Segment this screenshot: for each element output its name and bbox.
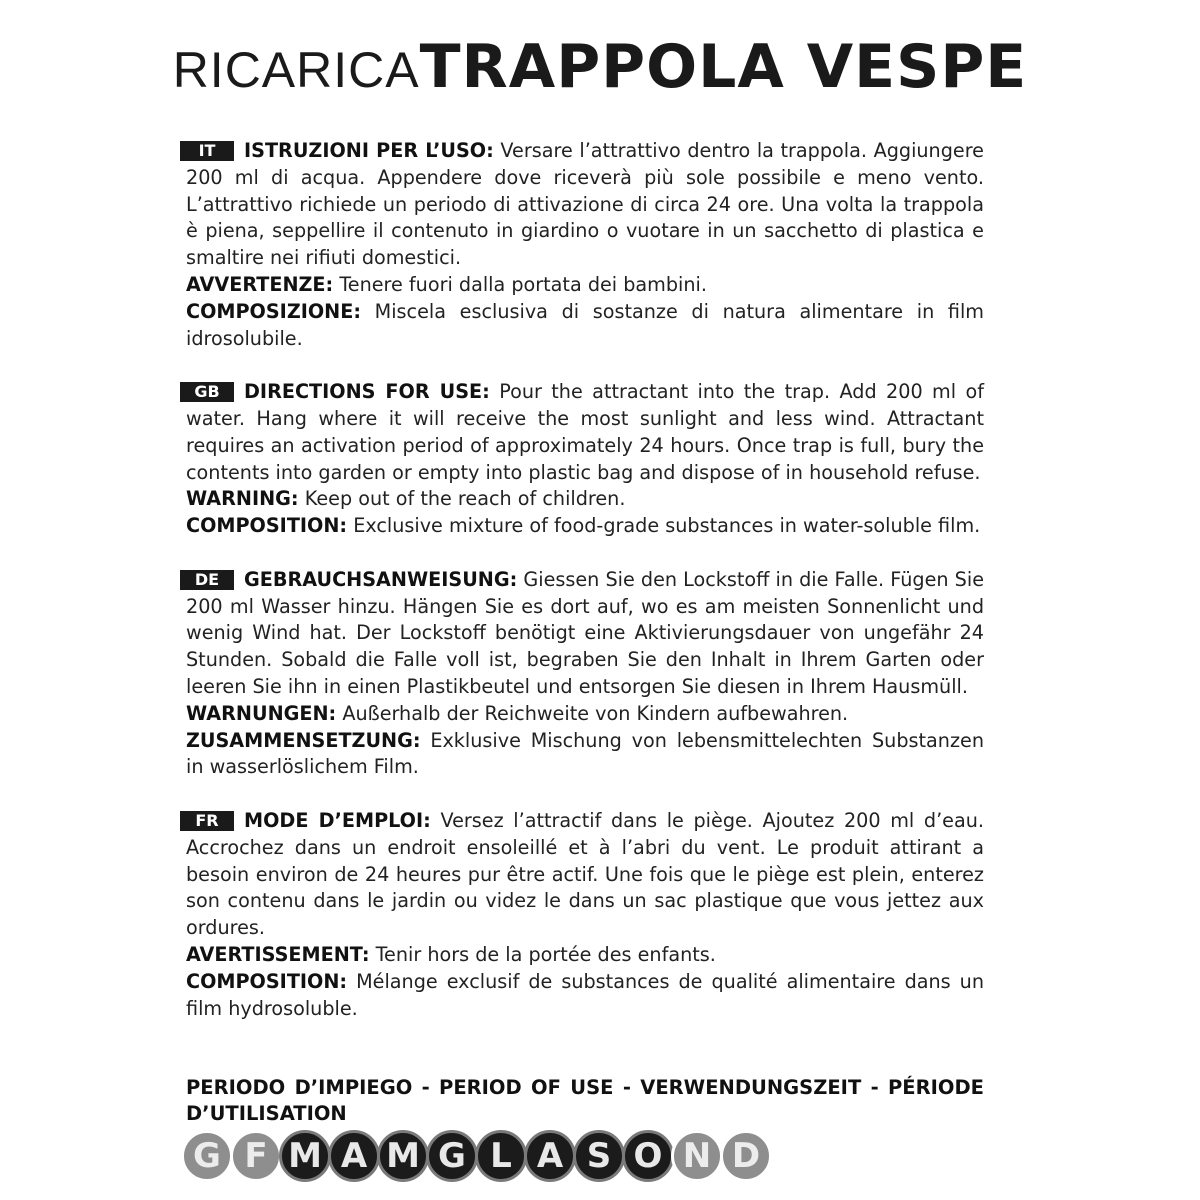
- composition-text: Miscela esclusiva di sostanze di natura alimentare in film idrosolubile.: [186, 299, 984, 350]
- language-badge: FR: [180, 811, 234, 831]
- section-fr: [186, 808, 984, 1022]
- language-badge: IT: [180, 141, 234, 161]
- language-badge: GB: [180, 382, 234, 402]
- month-badge: D: [720, 1130, 772, 1182]
- month-badge: G: [426, 1130, 478, 1182]
- month-badge: G: [181, 1130, 233, 1182]
- warning-text: Tenir hors de la portée des enfants.: [369, 942, 716, 966]
- warning-label: WARNUNGEN:: [186, 701, 337, 725]
- period-of-use-heading: PERIODO D’IMPIEGO - PERIOD OF USE - VERWENDUNGSZEIT - PÉRIODE D’UTILISATION: [186, 1076, 984, 1125]
- composition-text: Exklusive Mischung von lebensmittelechten Substanzen in wasserlöslichem Film.: [186, 728, 984, 779]
- directions-text: Pour the attractant into the trap. Add 200 ml of water. Hang where it will receive the most sunlight and less wind. Attractant requires an activation period of approximately 24 hours. Once trap is full, bury the contents into garden or empty into plastic bag and dispose of in household refuse.: [186, 380, 984, 484]
- month-badge: L: [475, 1130, 527, 1182]
- month-badge: F: [230, 1130, 282, 1182]
- section-de: [186, 567, 984, 781]
- section-it: [186, 138, 984, 352]
- instructions: [186, 138, 984, 1049]
- directions-label: ISTRUZIONI PER L’USO:: [244, 139, 494, 162]
- directions-label: DIRECTIONS FOR USE:: [244, 380, 490, 404]
- title-main: TRAPPOLA VESPE: [419, 32, 1028, 102]
- directions-paragraph: [186, 138, 984, 272]
- composition-label: COMPOSIZIONE:: [186, 299, 362, 323]
- warning-paragraph: [186, 942, 984, 969]
- composition-paragraph: [186, 299, 984, 353]
- directions-paragraph: [186, 808, 984, 942]
- warning-paragraph: [186, 486, 984, 513]
- month-badge: M: [377, 1130, 429, 1182]
- page-title: [0, 32, 1200, 102]
- directions-label: GEBRAUCHSANWEISUNG:: [244, 567, 518, 591]
- month-badge: N: [671, 1130, 723, 1182]
- directions-paragraph: [186, 567, 984, 701]
- directions-text: Versez l’attractif dans le piège. Ajoutez 200 ml d’eau. Accrochez dans un endroit ensoleillé et à l’abri du vent. Le produit attirant a besoin environ de 24 heures pur être actif. Une fois que le piège est plein, enterez son contenu dans le jardin ou videz le dans un sac plastique que vous jettez aux ordures.: [186, 808, 984, 940]
- warning-paragraph: [186, 272, 984, 299]
- composition-text: Mélange exclusif de substances de qualité alimentaire dans un film hydrosoluble.: [186, 969, 984, 1020]
- composition-paragraph: [186, 728, 984, 782]
- warning-paragraph: [186, 701, 984, 728]
- composition-paragraph: [186, 969, 984, 1023]
- month-badge: A: [524, 1130, 576, 1182]
- warning-label: WARNING:: [186, 487, 299, 511]
- warning-label: AVERTISSEMENT:: [186, 942, 370, 966]
- section-gb: [186, 379, 984, 540]
- warning-text: Tenere fuori dalla portata dei bambini.: [333, 272, 707, 296]
- language-badge: DE: [180, 570, 234, 590]
- warning-text: Außerhalb der Reichweite von Kindern aufbewahren.: [336, 701, 849, 725]
- composition-paragraph: [186, 513, 984, 540]
- title-prefix: RICARICA: [172, 42, 420, 98]
- composition-text: Exclusive mixture of food-grade substances in water-soluble film.: [347, 514, 981, 538]
- directions-text: Versare l’attrattivo dentro la trappola. Aggiungere 200 ml di acqua. Appendere dove riceverà più sole possibile e meno vento. L’attrattivo richiede un periodo di attivazione di circa 24 ore. Una volta la trappola è piena, seppellire il contenuto in giardino o vuotare in un sacchetto di plastica e smaltire nei rifiuti domestici.: [186, 139, 984, 270]
- month-calendar: [181, 1130, 981, 1182]
- month-badge: A: [328, 1130, 380, 1182]
- warning-label: AVVERTENZE:: [186, 272, 334, 296]
- month-badge: O: [622, 1130, 674, 1182]
- directions-text: Giessen Sie den Lockstoff in die Falle. Fügen Sie 200 ml Wasser hinzu. Hängen Sie es dort auf, wo es am meisten Sonnenlicht und wenig Wind hat. Der Lockstoff benötigt eine Aktivierungsdauer von ungefähr 24 Stunden. Sobald die Falle voll ist, begraben Sie den Inhalt in Ihrem Garten oder leeren Sie ihn in einen Plastikbeutel und entsorgen Sie diesen in Ihrem Hausmüll.: [186, 567, 984, 698]
- composition-label: COMPOSITION:: [186, 969, 348, 993]
- composition-label: ZUSAMMENSETZUNG:: [186, 728, 421, 752]
- directions-label: MODE D’EMPLOI:: [244, 808, 431, 832]
- month-badge: M: [279, 1130, 331, 1182]
- month-badge: S: [573, 1130, 625, 1182]
- directions-paragraph: [186, 379, 984, 486]
- composition-label: COMPOSITION:: [186, 514, 348, 538]
- warning-text: Keep out of the reach of children.: [298, 487, 626, 511]
